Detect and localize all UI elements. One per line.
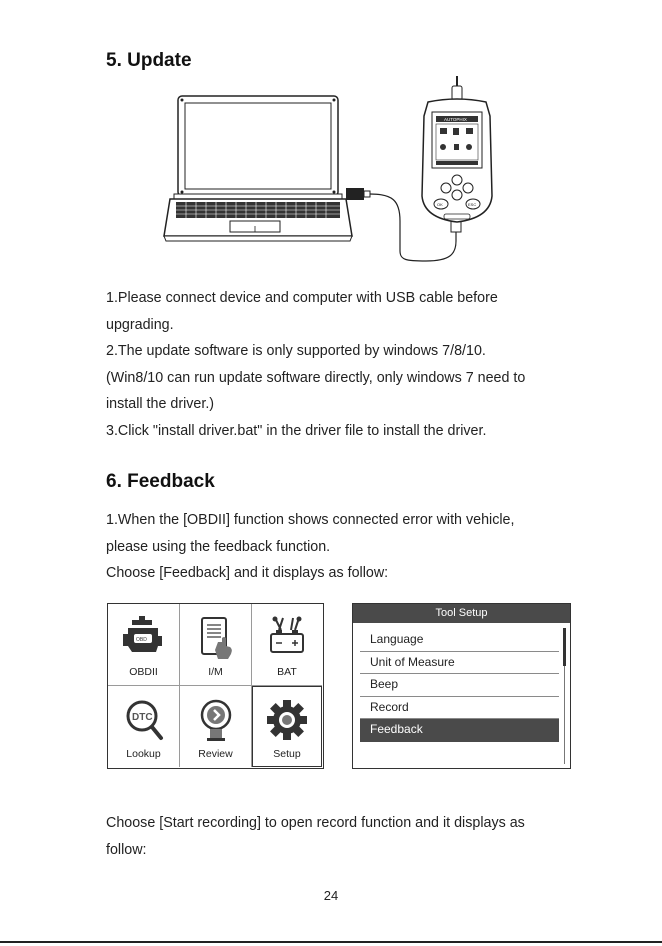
setup-item-unit[interactable]: Unit of Measure — [360, 652, 559, 675]
text-line: 1.Please connect device and computer with USB cable before — [106, 290, 498, 306]
menu-label: BAT — [277, 666, 297, 678]
menu-label: OBDII — [129, 666, 158, 678]
page-number: 24 — [323, 888, 339, 903]
section-6-heading: 6. Feedback — [106, 471, 215, 492]
text-line: 3.Click "install driver.bat" in the driver file to install the driver. — [106, 422, 487, 439]
scrollbar-thumb[interactable] — [563, 628, 566, 666]
section-5-heading: 5. Update — [106, 50, 192, 71]
menu-bat[interactable] — [252, 604, 322, 686]
dtc-magnifier-icon — [124, 698, 164, 742]
text-line: upgrading. — [106, 316, 174, 333]
home-screen-grid — [107, 603, 324, 769]
screen-title: Tool Setup — [353, 604, 570, 623]
menu-setup[interactable] — [252, 686, 322, 767]
menu-label: Setup — [273, 748, 301, 760]
setup-item-record[interactable]: Record — [360, 697, 559, 720]
text-line: install the driver.) — [106, 396, 215, 412]
text-line: Choose [Feedback] and it displays as follow: — [106, 565, 389, 581]
text-line: 2.The update software is only supported by windows 7/8/10. — [106, 343, 486, 359]
text-line: 1.When the [OBDII] function shows connected error with vehicle, — [106, 512, 515, 528]
text-line: please using the feedback function. — [106, 538, 331, 555]
review-icon — [196, 698, 236, 742]
menu-label: Lookup — [126, 748, 161, 760]
footer-divider — [0, 941, 662, 943]
tablet-hand-icon — [198, 616, 234, 660]
setup-item-language[interactable]: Language — [360, 629, 559, 652]
menu-label: Review — [198, 748, 233, 760]
menu-label: I/M — [208, 666, 223, 678]
battery-icon — [267, 616, 307, 660]
section-6-text — [106, 507, 514, 587]
device-ok-label: OK — [437, 202, 443, 207]
setup-item-beep[interactable]: Beep — [360, 674, 559, 697]
menu-im[interactable] — [180, 604, 252, 686]
setup-menu — [360, 629, 559, 742]
section-5-text — [106, 285, 525, 444]
text-line: follow: — [106, 841, 147, 858]
device-brand: AUTOPHIX — [444, 117, 467, 122]
laptop-scanner-illustration — [160, 76, 500, 266]
svg-text:OBD: OBD — [135, 637, 147, 643]
menu-obdii[interactable] — [108, 604, 180, 686]
svg-text:DTC: DTC — [131, 712, 153, 723]
tool-setup-screen — [352, 603, 571, 769]
menu-lookup[interactable] — [108, 686, 180, 767]
text-line: Choose [Start recording] to open record function and it displays as — [106, 815, 525, 831]
engine-icon — [122, 616, 166, 656]
setup-item-feedback[interactable]: Feedback — [360, 719, 559, 742]
menu-review[interactable] — [180, 686, 252, 767]
text-line: (Win8/10 can run update software directly, only windows 7 need to — [106, 369, 526, 386]
gear-icon — [265, 698, 309, 742]
closing-text — [106, 810, 525, 863]
device-esc-label: ESC — [468, 202, 477, 207]
